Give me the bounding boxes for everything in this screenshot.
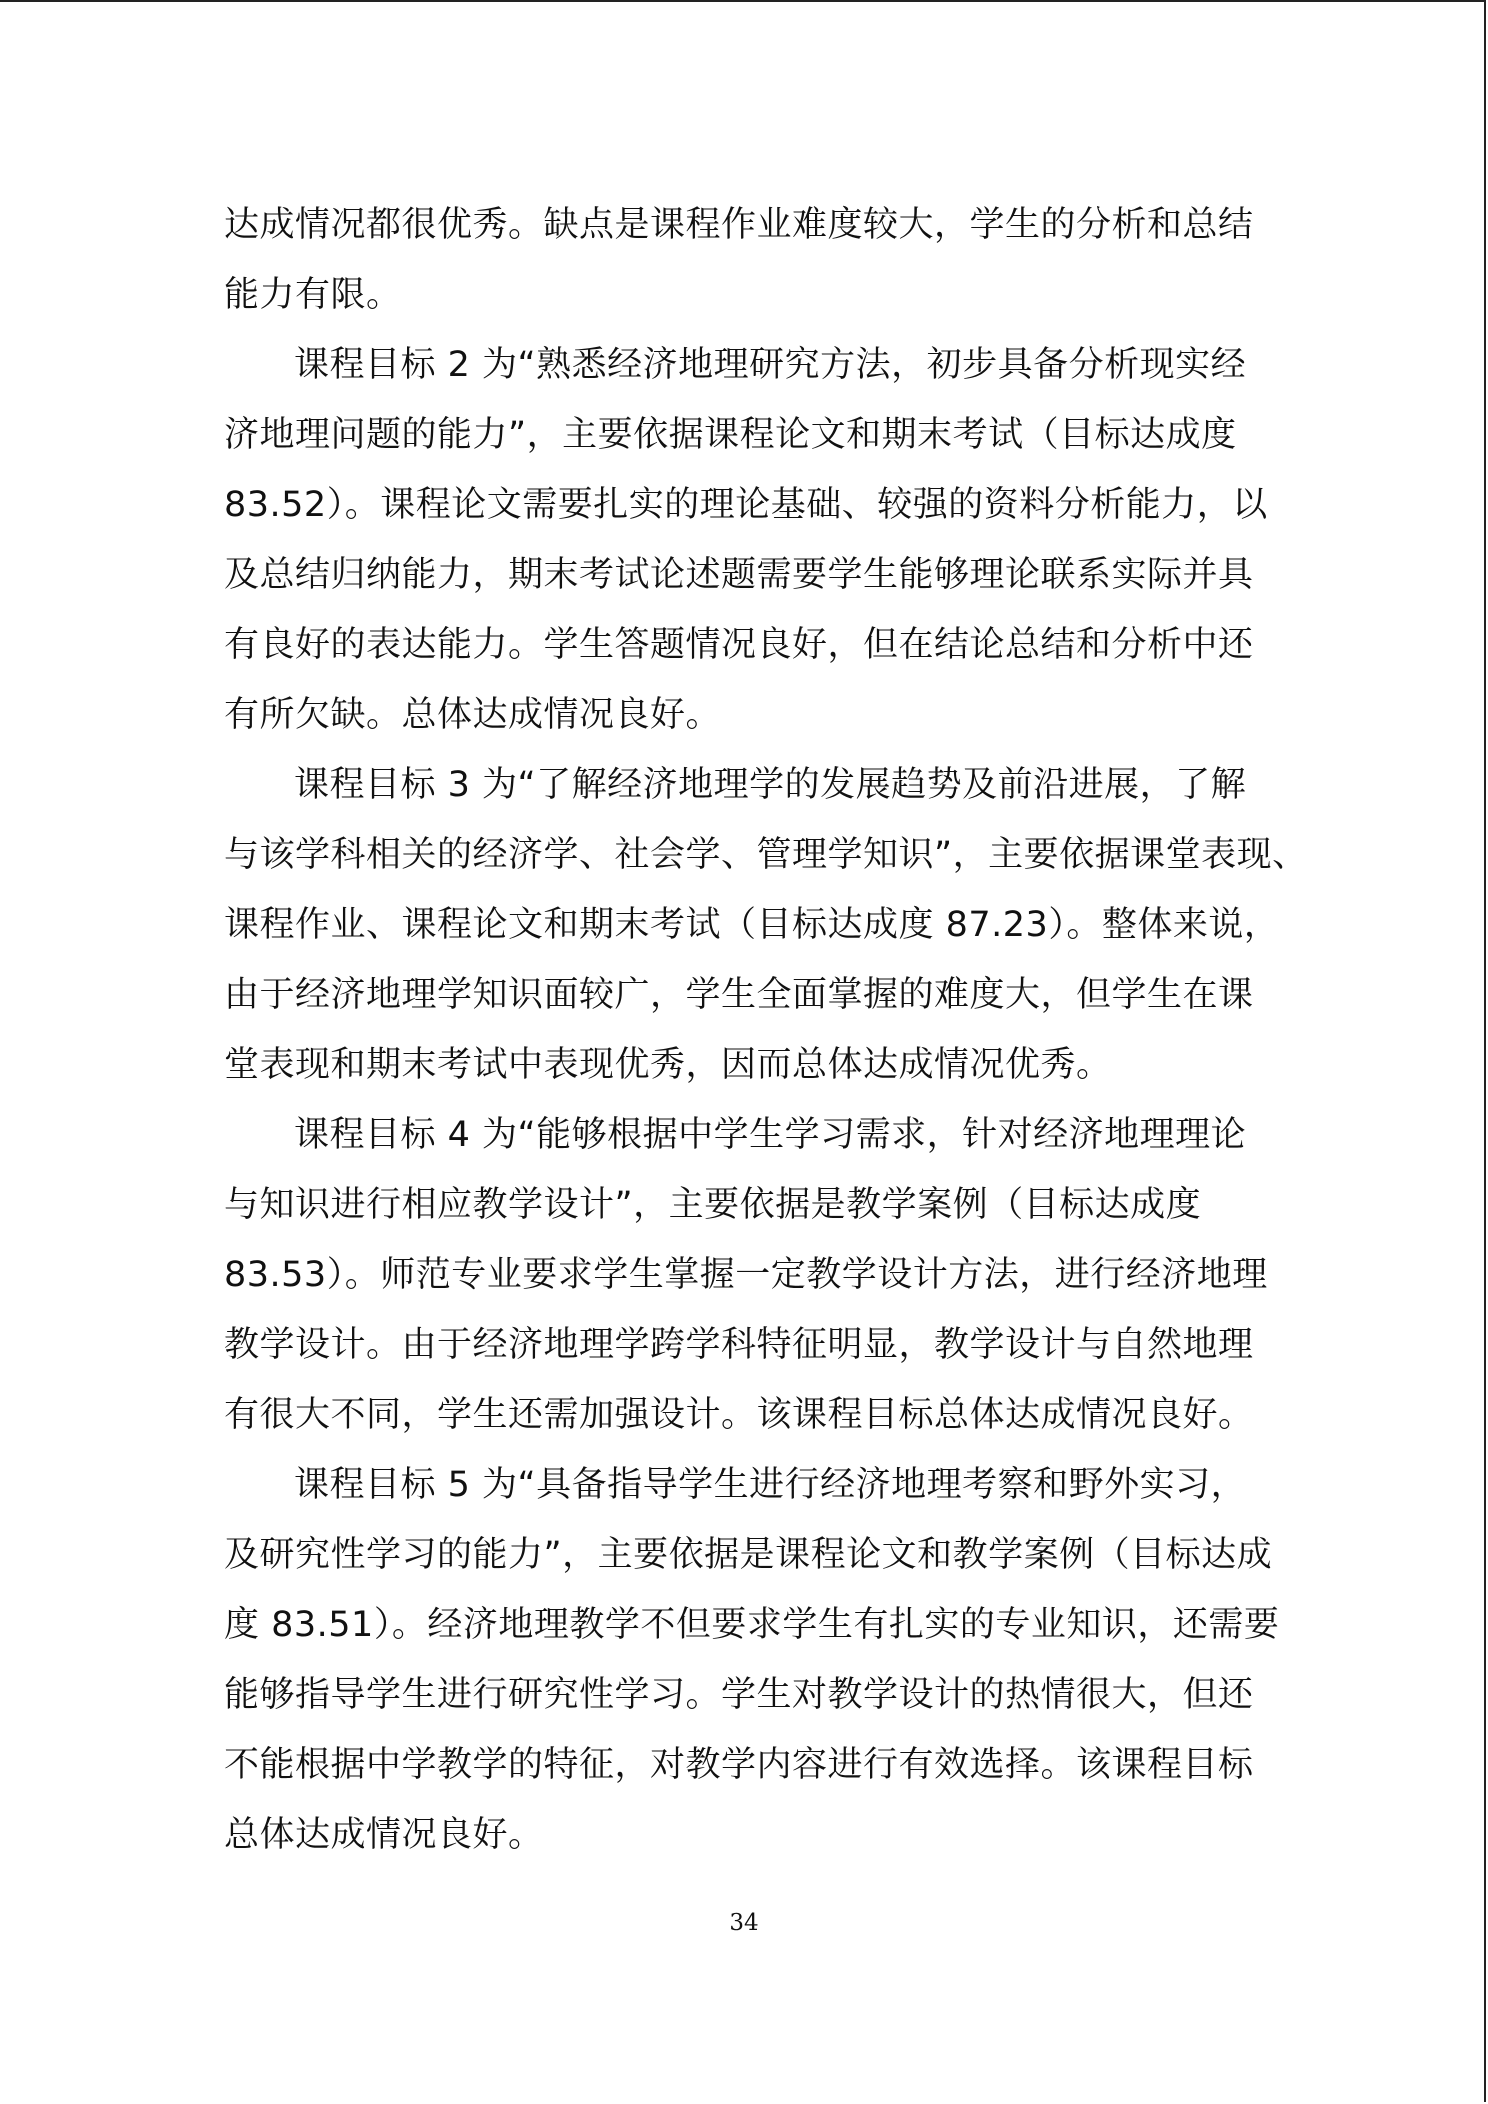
text-line: 83.52）。课程论文需要扎实的理论基础、较强的资料分析能力，以 bbox=[224, 485, 1268, 525]
text-line: 由于经济地理学知识面较广，学生全面掌握的难度大，但学生在课 bbox=[224, 975, 1254, 1015]
text-line: 教学设计。由于经济地理学跨学科特征明显，教学设计与自然地理 bbox=[224, 1325, 1254, 1365]
text-line: 不能根据中学教学的特征，对教学内容进行有效选择。该课程目标 bbox=[224, 1745, 1254, 1785]
text-line: 有很大不同，学生还需加强设计。该课程目标总体达成情况良好。 bbox=[224, 1395, 1254, 1435]
text-line: 有所欠缺。总体达成情况良好。 bbox=[224, 695, 722, 735]
paragraph-start-line: 课程目标 4 为“能够根据中学生学习需求，针对经济地理理论 bbox=[294, 1115, 1247, 1155]
text-line: 堂表现和期末考试中表现优秀，因而总体达成情况优秀。 bbox=[224, 1045, 1112, 1085]
text-line: 达成情况都很优秀。缺点是课程作业难度较大，学生的分析和总结 bbox=[224, 205, 1254, 245]
text-line: 总体达成情况良好。 bbox=[224, 1815, 544, 1855]
paragraph-start-line: 课程目标 2 为“熟悉经济地理研究方法，初步具备分析现实经 bbox=[294, 345, 1247, 385]
text-line: 与该学科相关的经济学、社会学、管理学知识”，主要依据课堂表现、 bbox=[224, 835, 1308, 875]
text-line: 与知识进行相应教学设计”，主要依据是教学案例（目标达成度 bbox=[224, 1185, 1202, 1225]
paragraph-start-line: 课程目标 5 为“具备指导学生进行经济地理考察和野外实习， bbox=[294, 1465, 1247, 1505]
text-line: 度 83.51）。经济地理教学不但要求学生有扎实的专业知识，还需要 bbox=[224, 1605, 1280, 1645]
text-line: 及总结归纳能力，期末考试论述题需要学生能够理论联系实际并具 bbox=[224, 555, 1254, 595]
text-line: 济地理问题的能力”，主要依据课程论文和期末考试（目标达成度 bbox=[224, 415, 1237, 455]
text-line: 能力有限。 bbox=[224, 275, 402, 315]
text-line: 及研究性学习的能力”，主要依据是课程论文和教学案例（目标达成 bbox=[224, 1535, 1273, 1575]
text-line: 课程作业、课程论文和期末考试（目标达成度 87.23）。整体来说， bbox=[224, 905, 1280, 945]
text-line: 能够指导学生进行研究性学习。学生对教学设计的热情很大，但还 bbox=[224, 1675, 1254, 1715]
document-body bbox=[224, 190, 1308, 1870]
page-number: 34 bbox=[729, 1910, 759, 1936]
text-line: 83.53）。师范专业要求学生掌握一定教学设计方法，进行经济地理 bbox=[224, 1255, 1268, 1295]
text-line: 有良好的表达能力。学生答题情况良好，但在结论总结和分析中还 bbox=[224, 625, 1254, 665]
paragraph-start-line: 课程目标 3 为“了解经济地理学的发展趋势及前沿进展，了解 bbox=[294, 765, 1247, 805]
